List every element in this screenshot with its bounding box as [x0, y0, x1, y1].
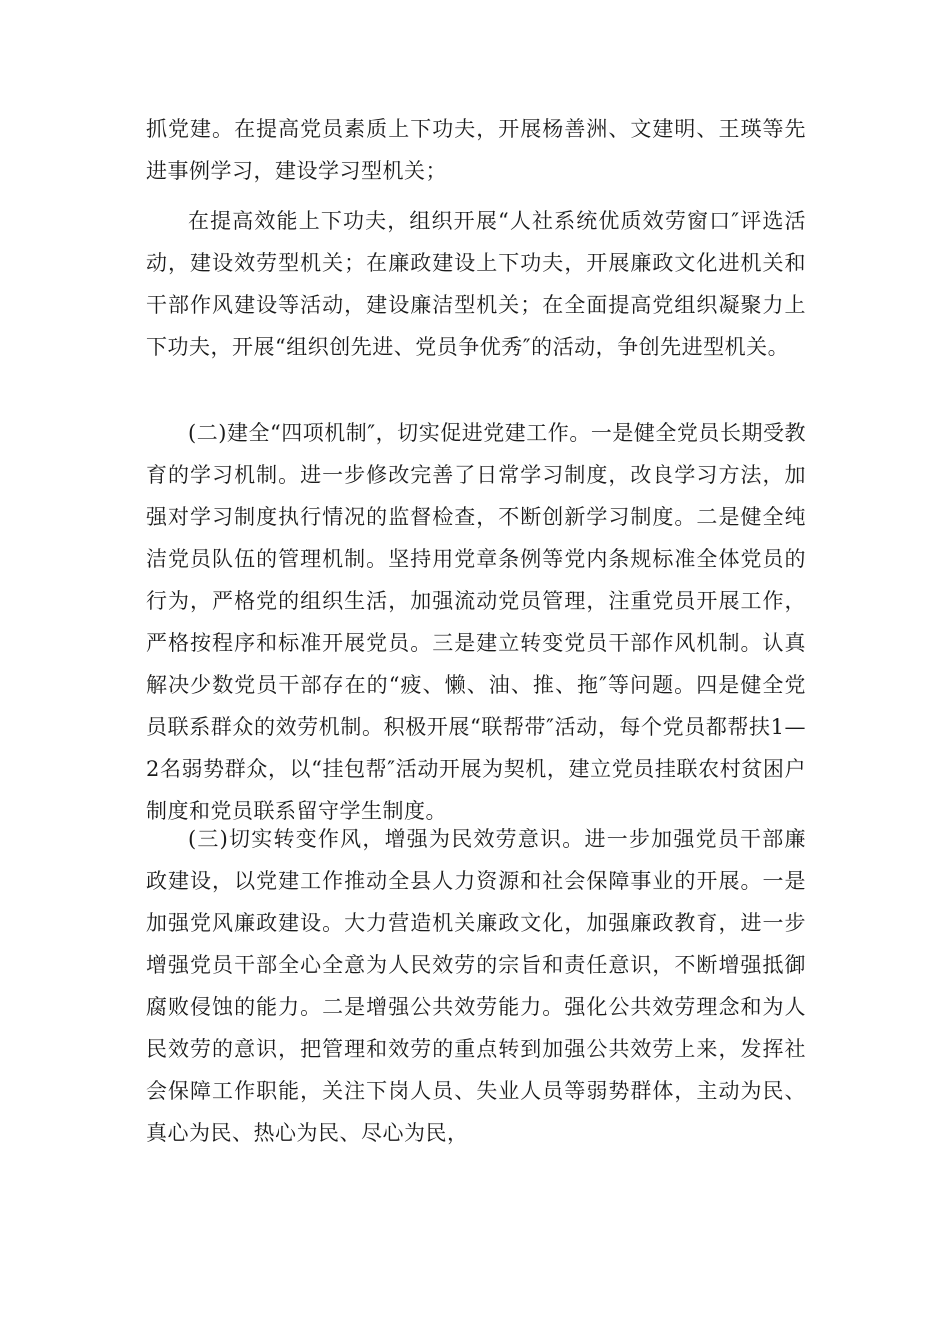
paragraph-section-two: (二)建全“四项机制″，切实促进党建工作。一是健全党员长期受教育的学习机制。进一步修改完善了日常学习制度，改良学习方法，加强对学习制度执行情况的监督检查，不断创新学习制度。二是健全纯洁党员队伍的管理机制。坚持用党章条例等党内条规标准全体党员的行为，严格党的组织生活，加强流动党员管理，注重党员开展工作，严格按程序和标准开展党员。三是建立转变党员干部作风机制。认真解决少数党员干部存在的“疲、懒、油、推、拖″等问题。四是健全党员联系群众的效劳机制。积极开展“联帮带″活动，每个党员都帮扶1—2名弱势群众，以“挂包帮″活动开展为契机，建立党员挂联农村贫困户制度和党员联系留守学生制度。 — [146, 421, 806, 823]
paragraph-efficiency: 在提高效能上下功夫，组织开展“人社系统优质效劳窗口″评选活动，建设效劳型机关；在廉政建设上下功夫，开展廉政文化进机关和干部作风建设等活动，建设廉洁型机关；在全面提高党组织凝聚力上下功夫，开展“组织创先进、党员争优秀″的活动，争创先进型机关。 — [146, 209, 806, 359]
paragraph-continuation: 抓党建。在提高党员素质上下功夫，开展杨善洲、文建明、王瑛等先进事例学习，建设学习型机关； — [146, 117, 806, 183]
paragraph-section-three: (三)切实转变作风，增强为民效劳意识。进一步加强党员干部廉政建设，以党建工作推动全县人力资源和社会保障事业的开展。一是加强党风廉政建设。大力营造机关廉政文化，加强廉政教育，进一步增强党员干部全心全意为人民效劳的宗旨和责任意识，不断增强抵御腐败侵蚀的能力。二是增强公共效劳能力。强化公共效劳理念和为人民效劳的意识，把管理和效劳的重点转到加强公共效劳上来，发挥社会保障工作职能，关注下岗人员、失业人员等弱势群体，主动为民、真心为民、热心为民、尽心为民， — [146, 827, 806, 1145]
